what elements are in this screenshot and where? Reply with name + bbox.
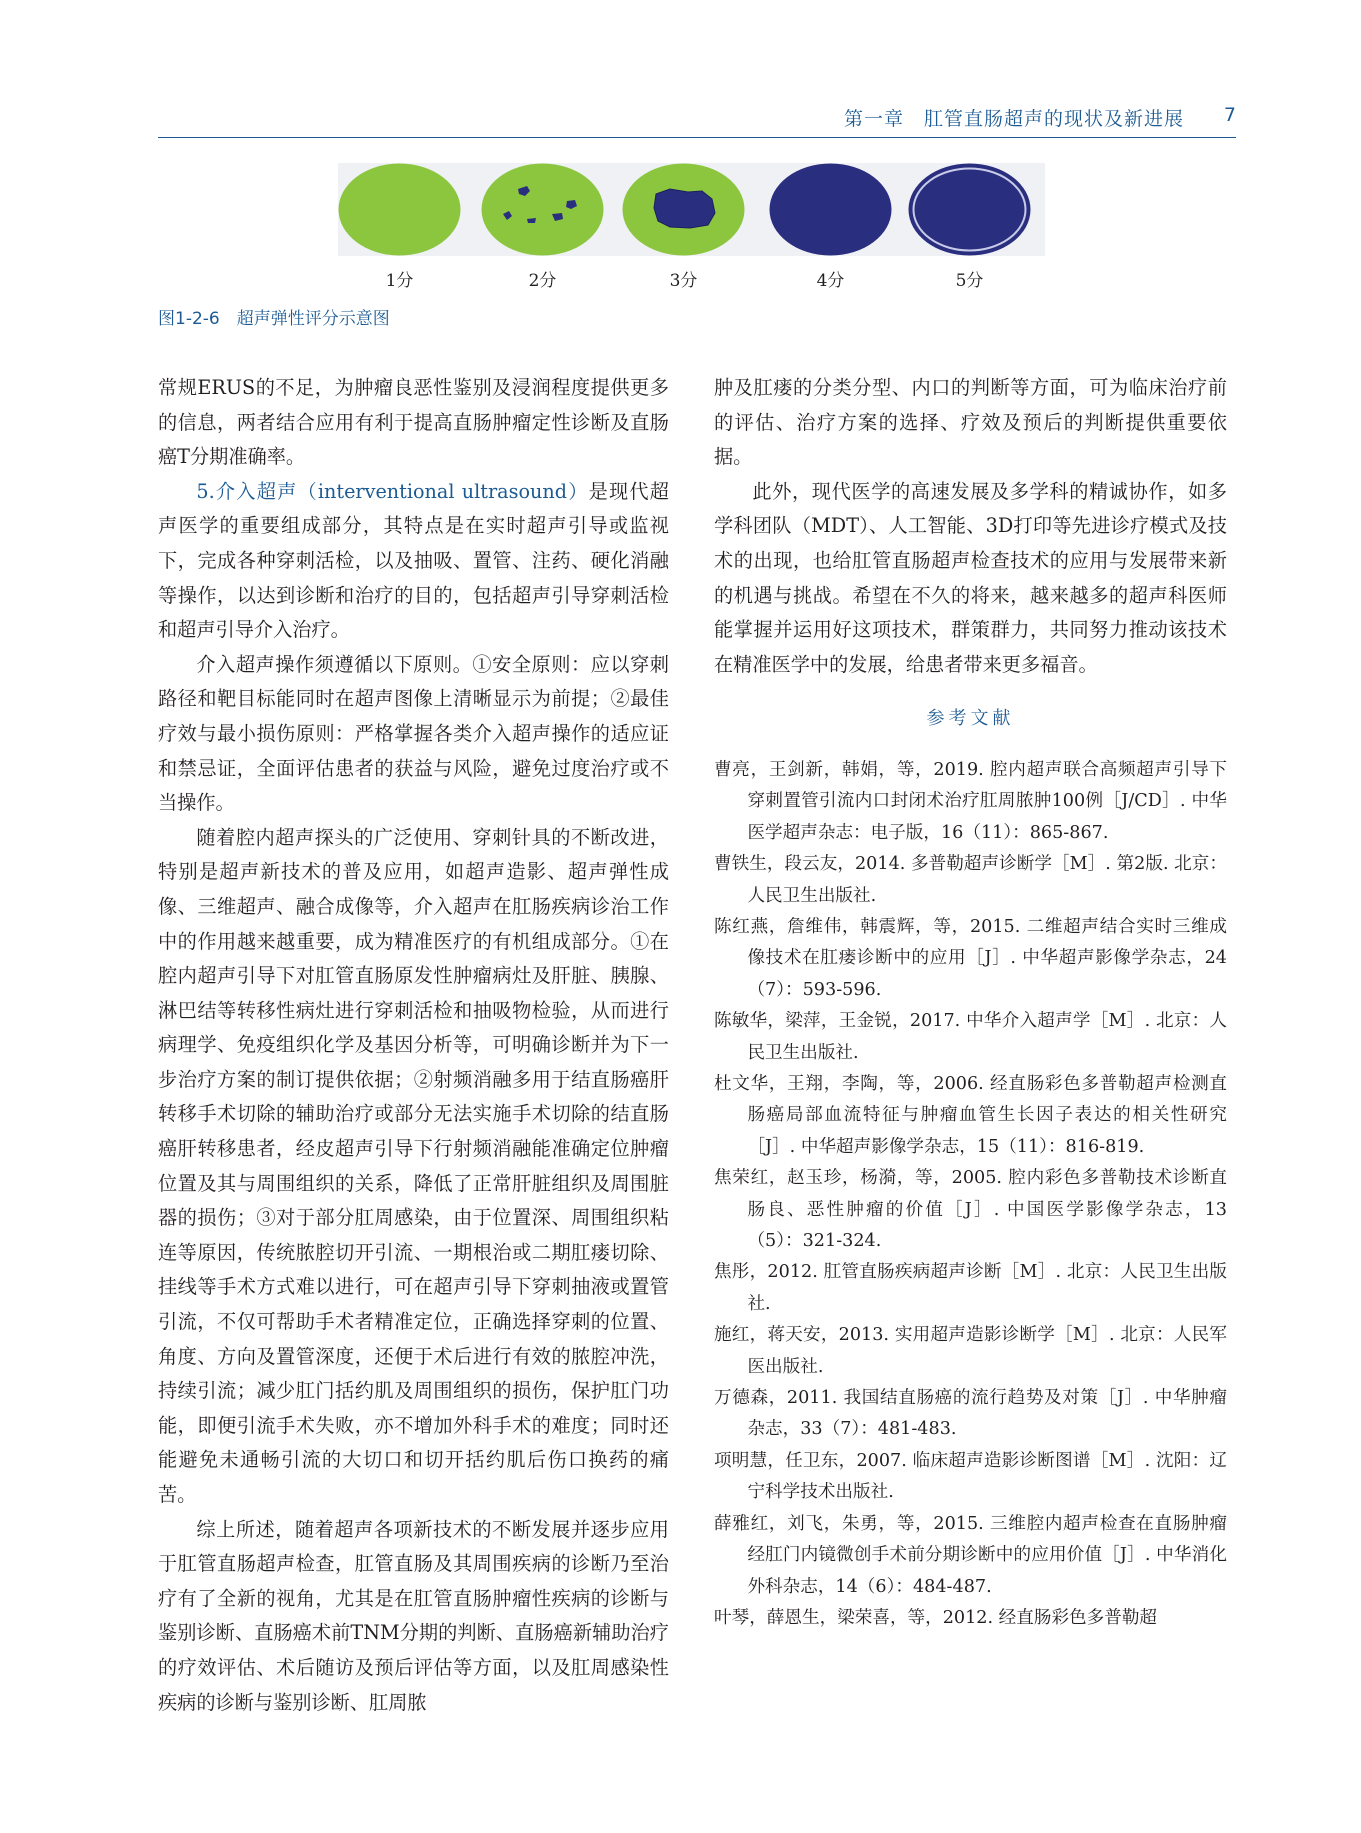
paragraph-text: 是现代超声医学的重要组成部分，其特点是在实时超声引导或监视下，完成各种穿刺活检，以及抽吸、置管、注药、硬化消融等操作，以达到诊断和治疗的目的，包括超声引导穿刺活检和超声引导介入治疗。	[158, 479, 669, 642]
reference-list	[714, 755, 1227, 1634]
score-2-ellipse	[481, 163, 604, 256]
paragraph: 介入超声操作须遵循以下原则。①安全原则：应以穿刺路径和靶目标能同时在超声图像上清晰显示为前提；②最佳疗效与最小损伤原则：严格掌握各类介入超声操作的适应证和禁忌证，全面评估患者的获益与风险，避免过度治疗或不当操作。	[158, 652, 669, 815]
score-label-3: 3分	[669, 271, 698, 291]
paragraph	[158, 475, 669, 648]
section-heading: 5.介入超声（interventional ultrasound）	[196, 479, 589, 503]
reference-item: 叶琴，薛恩生，梁荣喜，等，2012. 经直肠彩色多普勒超	[714, 1607, 1158, 1628]
score-3-ellipse	[622, 163, 745, 256]
reference-item: 陈红燕，詹维伟，韩震辉，等，2015. 二维超声结合实时三维成像技术在肛瘘诊断中的应用［J］. 中华超声影像学杂志，24（7）：593-596.	[714, 916, 1227, 1000]
reference-item: 曹亮，王剑新，韩娟，等，2019. 腔内超声联合高频超声引导下穿刺置管引流内口封闭术治疗肛周脓肿100例［J/CD］. 中华医学超声杂志：电子版，16（11）：865-867.	[714, 759, 1227, 843]
reference-item: 薛雅红，刘飞，朱勇，等，2015. 三维腔内超声检查在直肠肿瘤经肛门内镜微创手术前分期诊断中的应用价值［J］. 中华消化外科杂志，14（6）：484-487.	[714, 1513, 1227, 1597]
score-1-ellipse	[338, 163, 461, 256]
paragraph: 此外，现代医学的高速发展及多学科的精诚协作，如多学科团队（MDT）、人工智能、3D打印等先进诊疗模式及技术的出现，也给肛管直肠超声检查技术的应用与发展带来新的机遇与挑战。希望在不久的将来，越来越多的超声科医师能掌握并运用好这项技术，群策群力，共同努力推动该技术在精准医学中的发展，给患者带来更多福音。	[714, 479, 1227, 676]
reference-item: 施红，蒋天安，2013. 实用超声造影诊断学［M］. 北京：人民军医出版社.	[714, 1325, 1227, 1377]
paragraph: 随着腔内超声探头的广泛使用、穿刺针具的不断改进，特别是超声新技术的普及应用，如超声造影、超声弹性成像、三维超声、融合成像等，介入超声在肛肠疾病诊治工作中的作用越来越重要，成为精准医疗的有机组成部分。①在腔内超声引导下对肛管直肠原发性肿瘤病灶及肝脏、胰腺、淋巴结等转移性病灶进行穿刺活检和抽吸物检验，从而进行病理学、免疫组织化学及基因分析等，可明确诊断并为下一步治疗方案的制订提供依据；②射频消融多用于结直肠癌肝转移手术切除的辅助治疗或部分无法实施手术切除的结直肠癌肝转移患者，经皮超声引导下行射频消融能准确定位肿瘤位置及其与周围组织的关系，降低了正常肝脏组织及周围脏器的损伤；③对于部分肛周感染，由于位置深、周围组织粘连等原因，传统脓腔切开引流、一期根治或二期肛瘘切除、挂线等手术方式难以进行，可在超声引导下穿刺抽液或置管引流，不仅可帮助手术者精准定位，正确选择穿刺的位置、角度、方向及置管深度，还便于术后进行有效的脓腔冲洗，持续引流；减少肛门括约肌及周围组织的损伤，保护肛门功能，即便引流手术失败，亦不增加外科手术的难度；同时还能避免未通畅引流的大切口和切开括约肌后伤口换药的痛苦。	[158, 825, 669, 1506]
paragraph: 综上所述，随着超声各项新技术的不断发展并逐步应用于肛管直肠超声检查，肛管直肠及其周围疾病的诊断乃至治疗有了全新的视角，尤其是在肛管直肠肿瘤性疾病的诊断与鉴别诊断、直肠癌术前TNM分期的判断、直肠癌新辅助治疗的疗效评估、术后随访及预后评估等方面，以及肛周感染性疾病的诊断与鉴别诊断、肛周脓	[158, 1517, 669, 1714]
score-label-1: 1分	[385, 271, 414, 291]
reference-item: 万德森，2011. 我国结直肠癌的流行趋势及对策［J］. 中华肿瘤杂志，33（7）：481-483.	[714, 1388, 1227, 1440]
chapter-title: 第一章 肛管直肠超声的现状及新进展	[843, 108, 1184, 130]
score-4-ellipse	[769, 163, 892, 256]
green-ellipse	[339, 164, 461, 256]
figure-caption: 图1-2-6 超声弹性评分示意图	[158, 309, 390, 329]
reference-item: 焦彤，2012. 肛管直肠疾病超声诊断［M］. 北京：人民卫生出版社.	[714, 1262, 1227, 1314]
paragraph: 常规ERUS的不足，为肿瘤良恶性鉴别及浸润程度提供更多的信息，两者结合应用有利于提高直肠肿瘤定性诊断及直肠癌T分期准确率。	[158, 376, 669, 469]
page-number: 7	[1223, 104, 1236, 126]
blue-ellipse	[770, 164, 892, 256]
score-label-2: 2分	[528, 271, 557, 291]
paragraph: 肿及肛瘘的分类分型、内口的判断等方面，可为临床治疗前的评估、治疗方案的选择、疗效及预后的判断提供重要依据。	[714, 376, 1227, 469]
blue-ellipse	[909, 164, 1031, 256]
reference-item: 陈敏华，梁萍，王金锐，2017. 中华介入超声学［M］. 北京：人民卫生出版社.	[714, 1011, 1227, 1063]
reference-item: 焦荣红，赵玉珍，杨漪，等，2005. 腔内彩色多普勒技术诊断直肠良、恶性肿瘤的价值［J］. 中国医学影像学杂志，13（5）：321-324.	[714, 1168, 1227, 1252]
references-heading: 参考文献	[926, 708, 1015, 730]
reference-item: 曹铁生，段云友，2014. 多普勒超声诊断学［M］. 第2版. 北京：人民卫生出版社.	[714, 854, 1227, 906]
stiff-area	[654, 189, 715, 228]
reference-item: 杜文华，王翔，李陶，等，2006. 经直肠彩色多普勒超声检测直肠癌局部血流特征与肿瘤血管生长因子表达的相关性研究［J］. 中华超声影像学杂志，15（11）：816-819.	[714, 1074, 1227, 1157]
score-label-4: 4分	[816, 271, 845, 291]
left-column	[158, 371, 669, 1720]
green-ellipse	[482, 164, 604, 256]
right-column	[714, 371, 1227, 1634]
running-header	[158, 96, 1236, 138]
score-5-ellipse	[908, 163, 1031, 256]
score-label-5: 5分	[955, 271, 984, 291]
reference-item: 项明慧，任卫东，2007. 临床超声造影诊断图谱［M］. 沈阳：辽宁科学技术出版社.	[714, 1450, 1227, 1503]
